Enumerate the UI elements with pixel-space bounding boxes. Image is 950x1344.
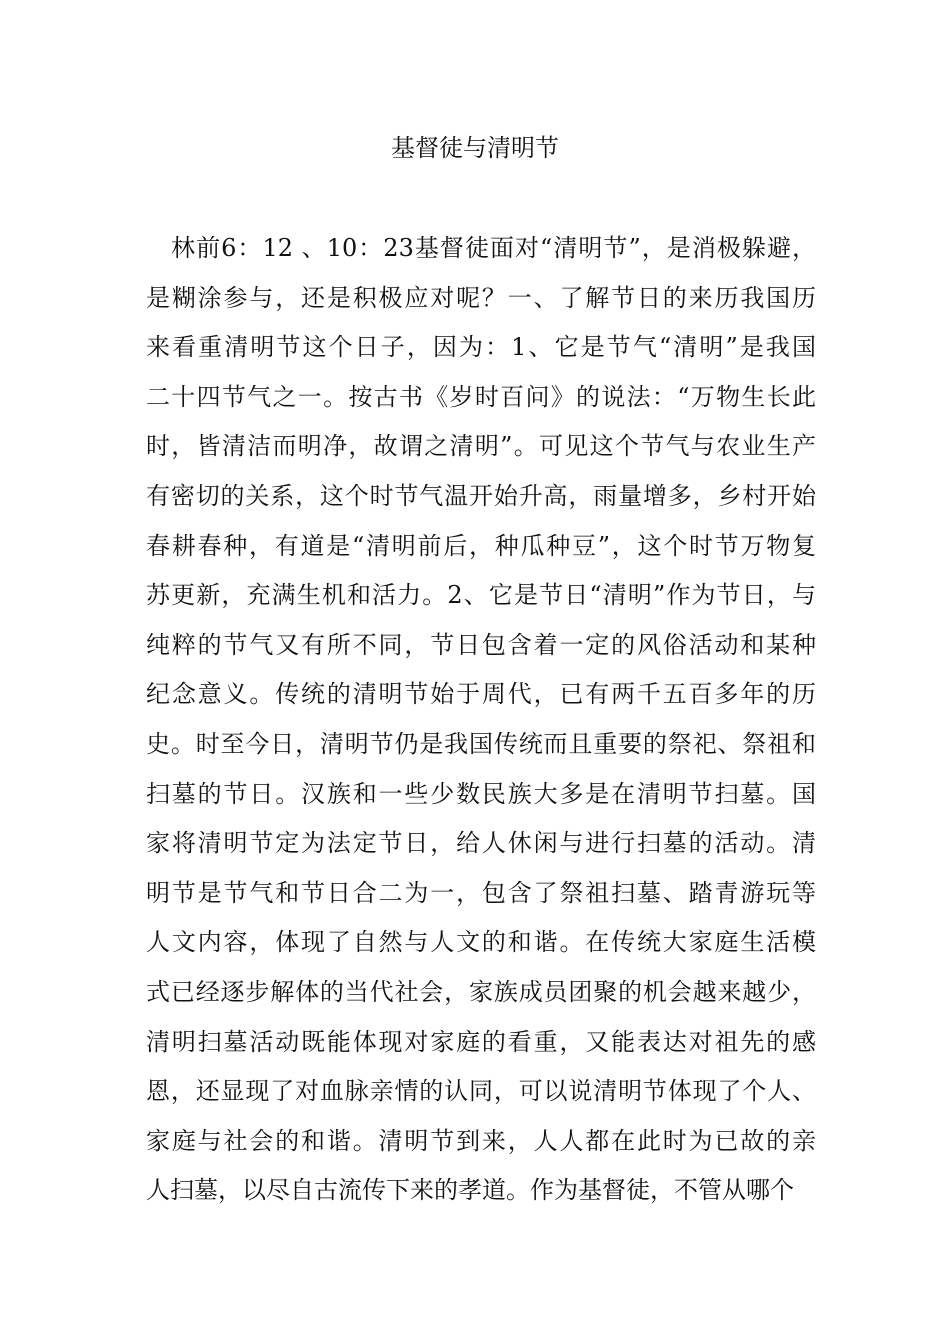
body-line: 式已经逐步解体的当代社会，家族成员团聚的机会越来越少，: [146, 977, 816, 1006]
body-line: 清明扫墓活动既能体现对家庭的看重，又能表达对祖先的感: [146, 1027, 816, 1056]
body-line: 纯粹的节气又有所不同，节日包含着一定的风俗活动和某种: [146, 630, 816, 659]
body-line: 人扫墓，以尽自古流传下来的孝道。作为基督徒，不管从哪个: [146, 1176, 794, 1205]
document-title: 基督徒与清明节: [391, 134, 559, 162]
body-line: 人文内容，体现了自然与人文的和谐。在传统大家庭生活模: [146, 928, 816, 957]
body-line: 恩，还显现了对血脉亲情的认同，可以说清明节体现了个人、: [146, 1077, 816, 1106]
body-line: 二十四节气之一。按古书《岁时百问》的说法：“万物生长此: [146, 382, 816, 411]
body-line: 史。时至今日，清明节仍是我国传统而且重要的祭祀、祭祖和: [146, 729, 816, 758]
body-line: 家将清明节定为法定节日，给人休闲与进行扫墓的活动。清: [146, 829, 816, 858]
body-line: 林前6：12 、10：23基督徒面对“清明节”，是消极躲避，: [146, 234, 816, 262]
body-line: 家庭与社会的和谐。清明节到来，人人都在此时为已故的亲: [146, 1126, 816, 1155]
body-line: 来看重清明节这个日子，因为：1、它是节气“清明”是我国: [146, 333, 816, 362]
body-line: 扫墓的节日。汉族和一些少数民族大多是在清明节扫墓。国: [146, 779, 816, 808]
document-body: [146, 224, 816, 1216]
body-line: 有密切的关系，这个时节气温开始升高，雨量增多，乡村开始: [146, 481, 816, 510]
body-line: 春耕春种，有道是“清明前后，种瓜种豆”，这个时节万物复: [146, 531, 816, 560]
body-line: 明节是节气和节日合二为一，包含了祭祖扫墓、踏青游玩等: [146, 878, 816, 907]
body-line: 苏更新，充满生机和活力。2、它是节日“清明”作为节日，与: [146, 581, 816, 610]
body-line: 时，皆清洁而明净，故谓之清明”。可见这个节气与农业生产: [146, 432, 816, 461]
body-line: 是糊涂参与，还是积极应对呢？一、了解节日的来历我国历: [146, 283, 816, 312]
body-line: 纪念意义。传统的清明节始于周代，已有两千五百多年的历: [146, 680, 816, 709]
